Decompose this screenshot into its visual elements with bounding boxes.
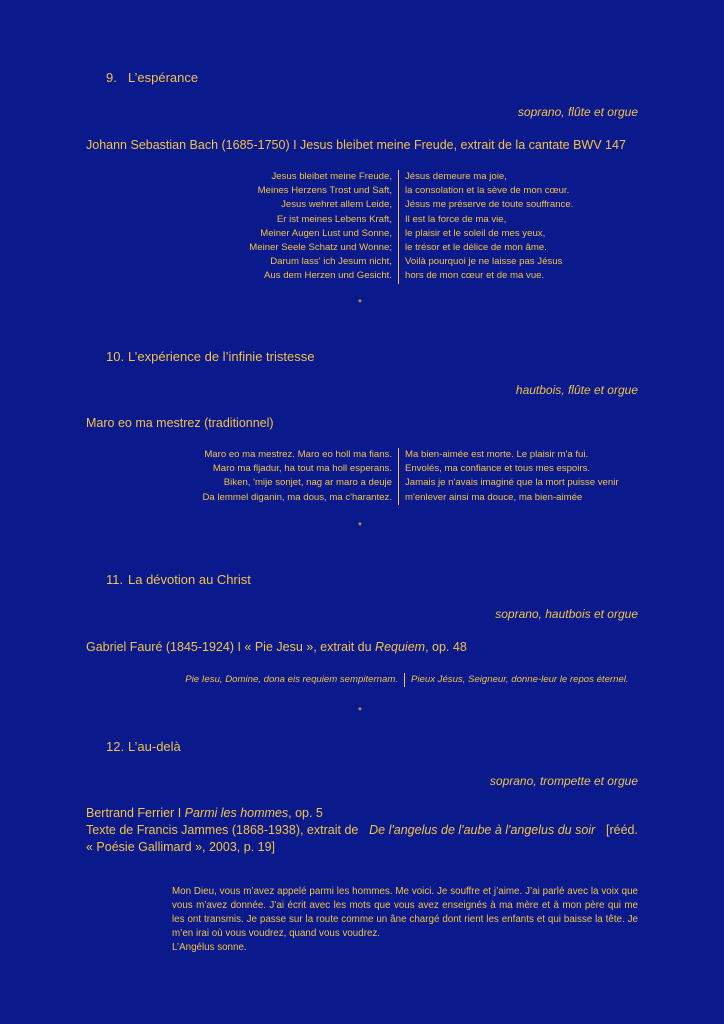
lyric-line: Da lemmel diganin, ma dous, ma c'harantez.	[202, 491, 392, 503]
section-12-instruments: soprano, trompette et orgue	[489, 774, 638, 788]
section-12-composer	[86, 806, 323, 820]
text-source-post: [rééd.	[606, 823, 638, 837]
lyrics-original	[218, 170, 399, 284]
lyric-line: Aus dem Herzen und Gesicht.	[264, 270, 392, 282]
section-9-lyrics	[218, 170, 573, 284]
lyric-line: la consolation et la sève de mon cœur.	[405, 185, 570, 197]
section-number: 10.	[106, 349, 125, 364]
paragraph-text: Mon Dieu, vous m’avez appelé parmi les hommes. Me voici. Je souffre et j’aime. J’ai parlé avec la voix que vous m’avez donnée. J’ai écrit avec les mots que vous avez enseignés à ma mère et à mon père qui me les ont transmis. Je passe sur la route comme un âne chargé dont rient les enfants et qui baisse la tête. Je m’en irai où vous voudrez, quand vous voudrez.	[172, 886, 638, 939]
section-10-instruments: hautbois, flûte et orgue	[515, 383, 638, 397]
section-10-composer: Maro eo ma mestrez (traditionnel)	[86, 416, 274, 430]
section-title: La dévotion au Christ	[128, 572, 251, 587]
section-number: 12.	[106, 739, 125, 754]
lyric-line: Meiner Seele Schatz und Wonne;	[249, 242, 392, 254]
separator: *	[358, 706, 362, 717]
lyric-line: Jesus wehret allem Leide,	[281, 199, 392, 211]
lyric-line: Jésus demeure ma joie,	[405, 171, 507, 182]
section-11-lyrics	[172, 673, 629, 687]
section-12-text-source-line2: « Poésie Gallimard », 2003, p. 19]	[86, 840, 276, 854]
section-9-instruments: soprano, flûte et orgue	[517, 105, 638, 119]
section-12-heading	[106, 739, 181, 754]
composer-opus: , op. 5	[288, 806, 323, 820]
lyric-line: Jesus bleibet meine Freude,	[271, 171, 392, 182]
section-12-text-source	[86, 823, 638, 837]
lyric-line: Ma bien-aimée est morte. Le plaisir m'a fui.	[405, 449, 589, 460]
section-11-heading	[106, 572, 251, 587]
composer-opus: , op. 48	[425, 640, 467, 654]
section-12-paragraph	[172, 885, 638, 955]
section-title: L’expérience de l’infinie tristesse	[128, 349, 315, 364]
text-source-pre: Texte de Francis Jammes (1868-1938), extrait de	[86, 823, 359, 837]
section-9-heading	[106, 70, 198, 85]
lyric-line: Il est la force de ma vie,	[405, 213, 507, 225]
work-title: Requiem	[375, 640, 426, 654]
section-11-composer	[86, 640, 467, 654]
lyric-line: le plaisir et le soleil de mes yeux,	[405, 227, 546, 239]
section-9-composer: Johann Sebastian Bach (1685-1750) I Jesus bleibet meine Freude, extrait de la cantate BWV 147	[86, 138, 626, 152]
lyric-line: Voilà pourquoi je ne laisse pas Jésus	[405, 256, 563, 268]
lyric-line: Envolés, ma confiance et tous mes espoirs.	[405, 463, 591, 475]
composer-text: Gabriel Fauré (1845-1924) I « Pie Jesu », extrait du	[86, 640, 376, 654]
section-10-lyrics	[196, 448, 619, 505]
lyric-line: m'enlever ainsi ma douce, ma bien-aimée	[405, 491, 583, 503]
lyrics-translation	[399, 170, 573, 284]
section-10-heading	[106, 349, 314, 364]
lyrics-translation	[405, 673, 629, 687]
lyric-line: Pieux Jésus, Seigneur, donne-leur le repos éternel.	[411, 674, 629, 685]
lyrics-translation	[399, 448, 619, 505]
lyric-line: hors de mon cœur et de ma vue.	[405, 270, 545, 282]
lyric-line: Darum lass' ich Jesum nicht,	[270, 256, 392, 268]
lyric-line: Maro eo ma mestrez. Maro eo holl ma fians.	[204, 449, 392, 460]
lyric-line: Jamais je n'avais imaginé que la mort puisse venir	[405, 477, 619, 489]
lyric-line: Maro ma fljadur, ha tout ma holl esperans.	[212, 463, 392, 475]
composer-text: Bertrand Ferrier I	[86, 806, 185, 820]
separator: *	[358, 521, 362, 532]
section-11-instruments: soprano, hautbois et orgue	[495, 607, 638, 621]
section-title: L’au-delà	[128, 739, 181, 754]
text-source-work: De l'angelus de l'aube à l'angelus du soir	[369, 823, 596, 837]
paragraph-end: L’Angélus sonne.	[172, 942, 247, 953]
lyrics-original	[196, 448, 399, 505]
lyrics-original	[172, 673, 405, 687]
lyric-line: Biken, 'mije sonjet, nag ar maro a deuje	[223, 477, 392, 489]
lyric-line: Pie Iesu, Domine, dona eis requiem sempiternam.	[185, 674, 398, 685]
section-number: 9.	[106, 70, 117, 85]
lyric-line: Meiner Augen Lust und Sonne,	[260, 227, 392, 239]
work-title: Parmi les hommes	[184, 806, 289, 820]
separator: *	[358, 298, 362, 309]
section-number: 11.	[106, 572, 124, 587]
lyric-line: Jésus me préserve de toute souffrance.	[405, 199, 574, 211]
section-title: L’espérance	[128, 70, 199, 85]
lyric-line: Er ist meines Lebens Kraft,	[276, 213, 392, 225]
lyric-line: Meines Herzens Trost und Saft,	[257, 185, 392, 197]
lyric-line: le trésor et le délice de mon âme.	[405, 242, 547, 254]
